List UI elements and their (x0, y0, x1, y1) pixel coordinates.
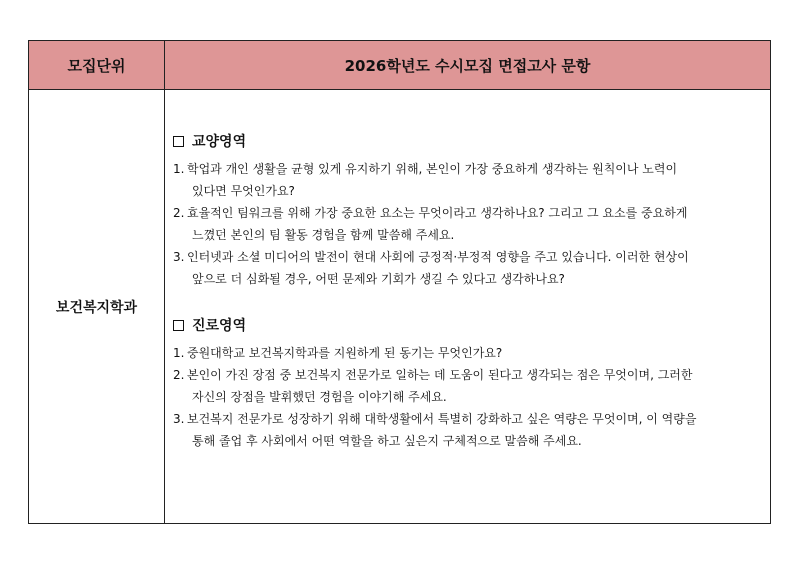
question-text-continued: 앞으로 더 심화될 경우, 어떤 문제와 기회가 생길 수 있다고 생각하나요? (192, 272, 565, 286)
question-item (173, 202, 756, 246)
question-text: 인터넷과 소셜 미디어의 발전이 현대 사회에 긍정적·부정적 영향을 주고 있습니다. 이러한 현상이 (187, 250, 689, 264)
question-item (173, 246, 756, 290)
questions-cell (165, 90, 770, 523)
question-number: 3. (173, 412, 185, 426)
interview-questions-table (28, 40, 771, 524)
question-number: 2. (173, 368, 185, 382)
question-item (173, 364, 756, 408)
question-item (173, 408, 756, 452)
question-text: 학업과 개인 생활을 균형 있게 유지하기 위해, 본인이 가장 중요하게 생각하는 원칙이나 노력이 (187, 162, 678, 176)
question-number: 3. (173, 250, 185, 264)
question-text: 보건복지 전문가로 성장하기 위해 대학생활에서 특별히 강화하고 싶은 역량은 무엇이며, 이 역량을 (187, 412, 697, 426)
question-text-continued: 느꼈던 본인의 팀 활동 경험을 함께 말씀해 주세요. (192, 228, 455, 242)
square-outline-icon (173, 136, 184, 147)
question-text: 본인이 가진 장점 중 보건복지 전문가로 일하는 데 도움이 된다고 생각되는 점은 무엇이며, 그러한 (187, 368, 693, 382)
department-cell: 보건복지학과 (29, 90, 165, 523)
question-text: 중원대학교 보건복지학과를 지원하게 된 동기는 무엇인가요? (187, 346, 503, 360)
question-item (173, 158, 756, 202)
question-number: 1. (173, 346, 185, 360)
question-item (173, 342, 756, 364)
question-number: 2. (173, 206, 185, 220)
table-header-row (29, 41, 770, 90)
section-title-career (173, 316, 756, 334)
question-text-continued: 있다면 무엇인가요? (192, 184, 295, 198)
question-text: 효율적인 팀워크를 위해 가장 중요한 요소는 무엇이라고 생각하나요? 그리고 그 요소를 중요하게 (187, 206, 688, 220)
section-title-liberal-arts (173, 132, 756, 150)
section-title-text: 진로영역 (192, 318, 247, 334)
question-text-continued: 통해 졸업 후 사회에서 어떤 역할을 하고 싶은지 구체적으로 말씀해 주세요. (192, 434, 582, 448)
section-title-text: 교양영역 (192, 134, 247, 150)
question-text-continued: 자신의 장점을 발휘했던 경험을 이야기해 주세요. (192, 390, 447, 404)
question-number: 1. (173, 162, 185, 176)
square-outline-icon (173, 320, 184, 331)
title-header-cell: 2026학년도 수시모집 면접고사 문항 (344, 56, 591, 75)
unit-header-cell: 모집단위 (29, 41, 165, 89)
